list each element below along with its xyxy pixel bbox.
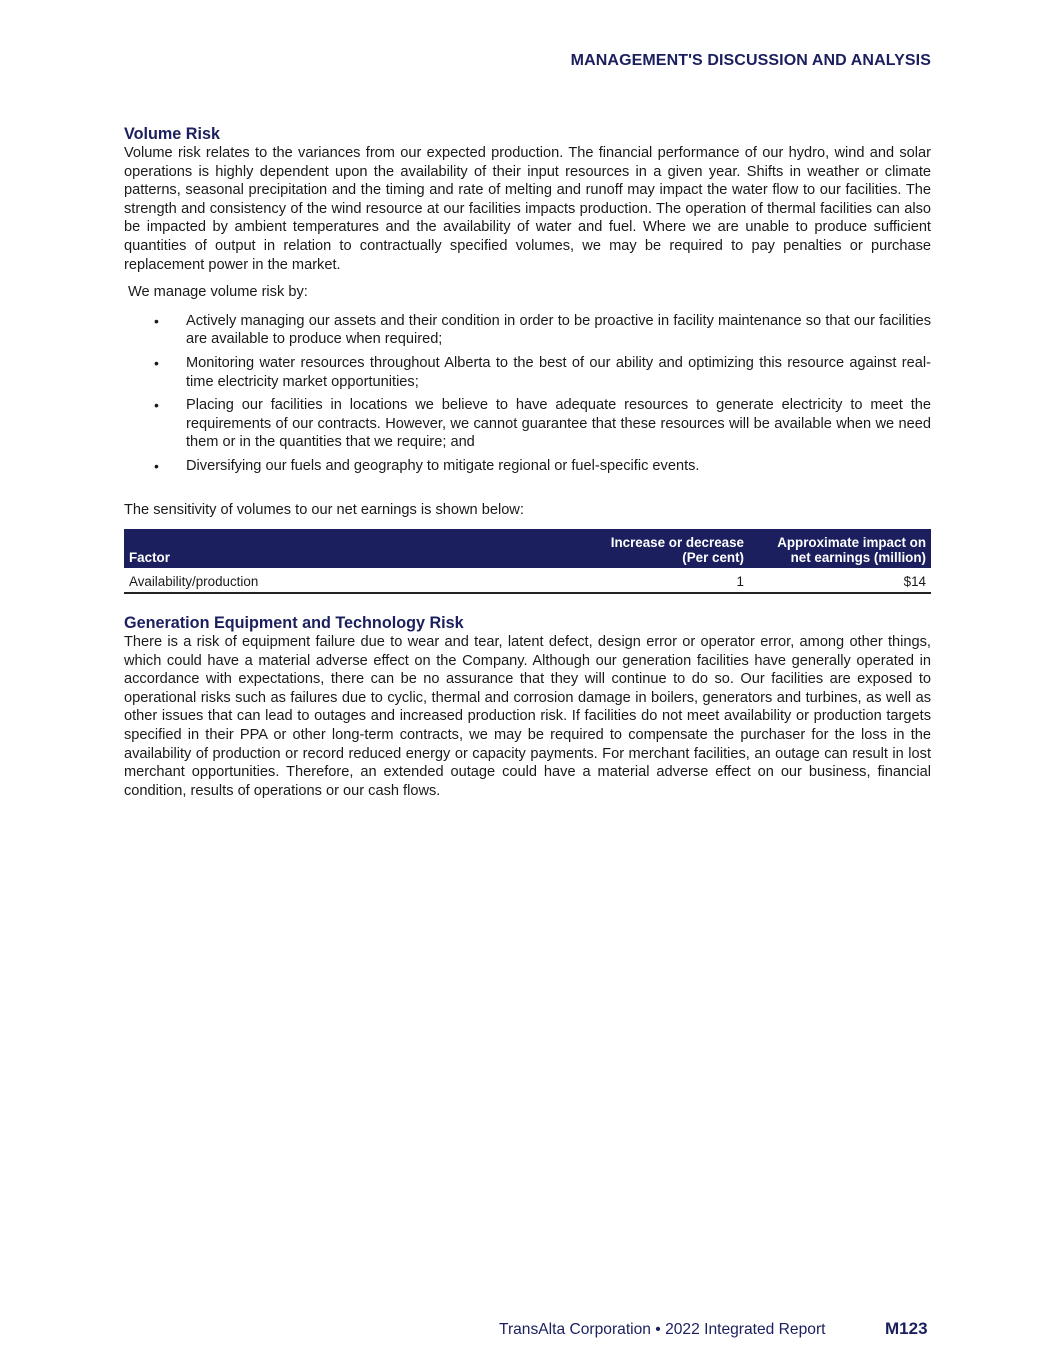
sensitivity-table xyxy=(124,529,931,594)
table-header-row xyxy=(124,529,931,568)
bullet-icon: • xyxy=(154,397,159,414)
sensitivity-text: The sensitivity of volumes to our net earnings is shown below: xyxy=(124,501,524,518)
table-row xyxy=(124,568,931,593)
header-impact-line1: Approximate impact on xyxy=(777,535,926,551)
generation-risk-heading: Generation Equipment and Technology Risk xyxy=(124,614,464,633)
cell-change: 1 xyxy=(569,568,749,593)
page-header-title: MANAGEMENT'S DISCUSSION AND ANALYSIS xyxy=(570,52,931,69)
list-item-text: Placing our facilities in locations we believe to have adequate resources to generate electricity to meet the requirements of our contracts. However, we cannot guarantee that these resources will be available when we need them or in the quantities that we require; and xyxy=(186,397,931,451)
volume-risk-heading: Volume Risk xyxy=(124,125,220,143)
volume-risk-list xyxy=(124,312,931,476)
page-footer xyxy=(499,1319,928,1339)
footer-text: TransAlta Corporation • 2022 Integrated Report xyxy=(499,1321,826,1338)
list-item-text: Actively managing our assets and their condition in order to be proactive in facility maintenance so that our facilities are available to produce when required; xyxy=(186,312,931,348)
list-item xyxy=(124,457,931,476)
list-item xyxy=(124,312,931,349)
header-change xyxy=(569,529,749,568)
generation-risk-paragraph: There is a risk of equipment failure due to wear and tear, latent defect, design error or operator error, among other things, which could have a material adverse effect on the Company. Although our generation facilities have generally operated in accordance with expectations, there can be no assurance that they will continue to do so. Our facilities are exposed to operational risks such as failures due to cyclic, thermal and corrosion damage in boilers, generators and turbines, as well as other issues that can lead to outages and increased production risk. If facilities do not meet availability or production targets specified in their PPA or other long-term contracts, we may be required to compensate the purchaser for the loss in the availability of production or record reduced energy or capacity payments. For merchant facilities, an outage can result in lost merchant opportunities. Therefore, an extended outage could have a material adverse effect on our business, financial condition, results of operations or our cash flows. xyxy=(124,634,931,799)
list-item-text: Diversifying our fuels and geography to mitigate regional or fuel-specific events. xyxy=(186,457,700,474)
header-change-line2: (Per cent) xyxy=(682,549,744,565)
page-number: M123 xyxy=(885,1319,928,1338)
list-item-text: Monitoring water resources throughout Alberta to the best of our ability and optimizing this resource against real-time electricity market opportunities; xyxy=(186,354,931,390)
list-item xyxy=(124,354,931,391)
header-impact xyxy=(749,529,931,568)
header-factor: Factor xyxy=(124,529,569,568)
bullet-icon: • xyxy=(154,354,159,371)
bullet-icon: • xyxy=(154,312,159,329)
volume-risk-intro: We manage volume risk by: xyxy=(128,284,308,301)
list-item xyxy=(124,396,931,452)
header-change-line1: Increase or decrease xyxy=(610,535,744,551)
cell-impact: $14 xyxy=(749,568,931,593)
header-impact-line2: net earnings (million) xyxy=(790,549,926,565)
cell-factor: Availability/production xyxy=(124,568,569,593)
volume-risk-paragraph: Volume risk relates to the variances from our expected production. The financial performance of our hydro, wind and solar operations is highly dependent upon the availability of their input resources in a given year. Shifts in weather or climate patterns, seasonal precipitation and the timing and rate of melting and runoff may impact the water flow to our facilities. The strength and consistency of the wind resource at our facilities impacts production. The operation of thermal facilities can also be impacted by ambient temperatures and the availability of water and fuel. Where we are unable to produce sufficient quantities of output in relation to contractually specified volumes, we may be required to pay penalties or purchase replacement power in the market. xyxy=(124,145,931,273)
bullet-icon: • xyxy=(154,457,159,474)
main-content xyxy=(124,124,931,800)
